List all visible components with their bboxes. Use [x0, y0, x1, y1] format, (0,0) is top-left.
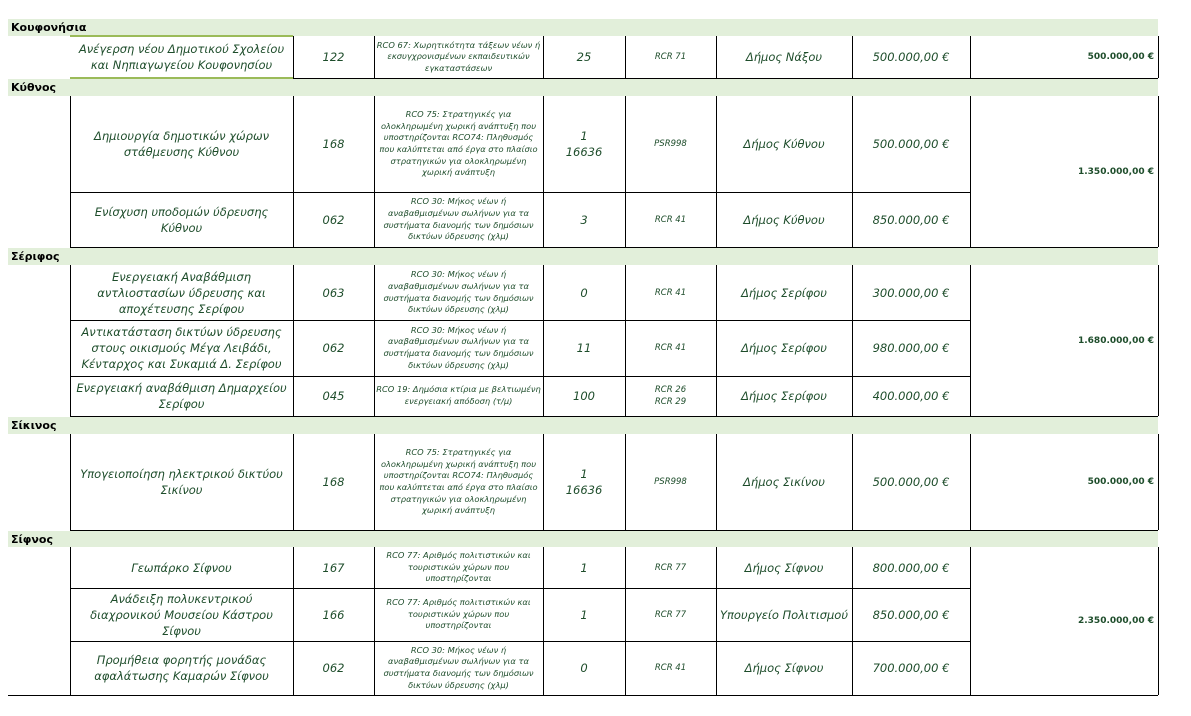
- intervention-code: 166: [322, 607, 345, 622]
- target-value: 11: [576, 341, 592, 355]
- target-value: 1 16636: [565, 467, 603, 497]
- column-divider: [1158, 96, 1159, 247]
- column-divider: [1158, 434, 1159, 530]
- row-divider: [70, 376, 970, 377]
- intervention-code: 062: [322, 661, 345, 675]
- column-divider: [625, 434, 626, 530]
- output-indicator: RCO 19: Δημόσια κτίρια με βελτιωμένη ενεργειακή απόδοση (τ/μ): [376, 384, 541, 406]
- column-divider: [852, 265, 853, 416]
- row-divider: [70, 320, 970, 321]
- column-divider: [374, 36, 375, 78]
- target-value: 0: [580, 661, 588, 675]
- column-divider: [374, 96, 375, 247]
- project-title: Αντικατάσταση δικτύων ύδρευσης στους οικισμούς Μέγα Λειβάδι, Κένταρχος και Συκαμιά Δ. Σερίφου: [81, 325, 282, 371]
- budget-amount: 500.000,00 €: [872, 137, 950, 151]
- project-title: Προμήθεια φορητής μονάδας αφαλάτωσης Καμαρών Σίφνου: [94, 653, 269, 683]
- island-header: Κουφονήσια: [8, 19, 1158, 36]
- project-title: Ενεργειακή Αναβάθμιση αντλιοστασίων ύδρευσης και αποχέτευσης Σερίφου: [97, 269, 266, 316]
- column-divider: [970, 265, 971, 416]
- result-indicator: RCR 41: [654, 343, 687, 353]
- island-header: Σίκινος: [8, 417, 1158, 434]
- row-divider: [70, 641, 970, 642]
- column-divider: [374, 265, 375, 416]
- column-divider: [970, 96, 971, 247]
- island-header: Κύθνος: [8, 79, 1158, 96]
- row-divider: [70, 588, 970, 589]
- result-indicator: RCR 41: [654, 663, 687, 673]
- beneficiary: Δήμος Κύθνου: [743, 212, 825, 227]
- beneficiary: Δήμος Σερίφου: [741, 285, 827, 300]
- result-indicator: RCR 41: [654, 214, 687, 225]
- column-divider: [70, 434, 71, 530]
- budget-amount: 300.000,00 €: [872, 285, 950, 300]
- column-divider: [1158, 547, 1159, 695]
- project-title: Δημιουργία δημοτικών χώρων στάθμευσης Κύθνου: [93, 129, 270, 159]
- column-divider: [852, 96, 853, 247]
- column-divider: [625, 265, 626, 416]
- intervention-code: 168: [322, 137, 345, 151]
- beneficiary: Δήμος Σερίφου: [741, 341, 827, 355]
- budget-amount: 850.000,00 €: [872, 212, 950, 227]
- column-divider: [1158, 265, 1159, 416]
- project-title: Ενίσχυση υποδομών ύδρευσης Κύθνου: [94, 204, 269, 235]
- output-indicator: RCO 75: Στρατηγικές για ολοκληρωμένη χωρική ανάπτυξη που υποστηρίζονται RCO74: Πληθυσμός που καλύπτεται από έργα στο πλαίσιο στρατηγικών για ολοκληρωμένη χωρική ανάπτυξη: [379, 109, 538, 178]
- column-divider: [293, 96, 294, 247]
- column-divider: [70, 96, 71, 247]
- column-divider: [543, 547, 544, 695]
- target-value: 25: [576, 50, 592, 64]
- output-indicator: RCO 30: Μήκος νέων ή αναβαθμισμένων σωλήνων για τα συστήματα διανομής των δημόσιων δικτύων ύδρευσης (χλμ): [383, 269, 534, 315]
- island-total: 500.000,00 €: [1087, 52, 1154, 62]
- output-indicator: RCO 75: Στρατηγικές για ολοκληρωμένη χωρική ανάπτυξη που υποστηρίζονται RCO74: Πληθυσμός που καλύπτεται από έργα στο πλαίσιο στρατηγικών για ολοκληρωμένη χωρική ανάπτυξη: [379, 447, 538, 516]
- beneficiary: Δήμος Σίφνου: [744, 661, 824, 675]
- output-indicator: RCO 77: Αριθμός πολιτιστικών και τουριστικών χώρων που υποστηρίζονται: [386, 597, 531, 631]
- column-divider: [293, 547, 294, 695]
- project-title: Ενεργειακή αναβάθμιση Δημαρχείου Σερίφου: [76, 381, 287, 411]
- project-title: Γεωπάρκο Σίφνου: [131, 560, 232, 575]
- target-value: 0: [580, 285, 588, 300]
- column-divider: [716, 434, 717, 530]
- column-divider: [293, 265, 294, 416]
- column-divider: [852, 36, 853, 78]
- column-divider: [625, 96, 626, 247]
- island-total: 1.680.000,00 €: [1077, 335, 1154, 346]
- target-value: 1: [580, 607, 588, 622]
- beneficiary: Δήμος Σερίφου: [741, 389, 827, 403]
- column-divider: [970, 547, 971, 695]
- column-divider: [970, 36, 971, 78]
- column-divider: [70, 265, 71, 416]
- intervention-code: 062: [322, 341, 345, 355]
- island-total: 1.350.000,00 €: [1077, 166, 1154, 177]
- island-total: 2.350.000,00 €: [1077, 616, 1154, 626]
- column-divider: [625, 547, 626, 695]
- target-value: 1 16636: [565, 129, 603, 159]
- beneficiary: Υπουργείο Πολιτισμού: [719, 607, 849, 622]
- target-value: 100: [573, 389, 595, 403]
- result-indicator: RCR 71: [654, 52, 687, 62]
- sheet-bottom-rule: [8, 695, 1158, 696]
- column-divider: [70, 547, 71, 695]
- output-indicator: RCO 30: Μήκος νέων ή αναβαθμισμένων σωλήνων για τα συστήματα διανομής των δημόσιων δικτύων ύδρευσης (χλμ): [383, 196, 534, 242]
- output-indicator: RCO 30: Μήκος νέων ή αναβαθμισμένων σωλήνων για τα συστήματα διανομής των δημόσιων δικτύων ύδρευσης (χλμ): [383, 324, 534, 370]
- beneficiary: Δήμος Σικίνου: [743, 475, 825, 489]
- column-divider: [543, 96, 544, 247]
- column-divider: [543, 434, 544, 530]
- budget-amount: 500.000,00 €: [872, 50, 950, 64]
- target-value: 1: [580, 560, 588, 575]
- beneficiary: Δήμος Νάξου: [745, 50, 823, 64]
- accent-overline: [70, 35, 293, 37]
- intervention-code: 062: [322, 212, 345, 227]
- island-header: Σίφνος: [8, 531, 1158, 547]
- column-divider: [716, 36, 717, 78]
- column-divider: [716, 96, 717, 247]
- column-divider: [625, 36, 626, 78]
- column-divider: [970, 434, 971, 530]
- result-indicator: RCR 77: [654, 562, 687, 573]
- island-total: 500.000,00 €: [1087, 477, 1154, 487]
- column-divider: [1158, 36, 1159, 78]
- intervention-code: 122: [322, 50, 345, 64]
- result-indicator: RCR 41: [654, 287, 687, 298]
- column-divider: [852, 434, 853, 530]
- output-indicator: RCO 77: Αριθμός πολιτιστικών και τουριστικών χώρων που υποστηρίζονται: [386, 550, 531, 584]
- output-indicator: RCO 67: Χωρητικότητα τάξεων νέων ή εκσυγχρονισμένων εκπαιδευτικών εγκαταστάσεων: [376, 39, 541, 73]
- project-title: Υπογειοποίηση ηλεκτρικού δικτύου Σικίνου: [80, 467, 283, 497]
- result-indicator: PSR998: [654, 477, 687, 487]
- intervention-code: 063: [322, 285, 345, 300]
- target-value: 3: [580, 212, 588, 227]
- column-divider: [374, 547, 375, 695]
- budget-amount: 400.000,00 €: [872, 389, 950, 403]
- project-title: Ανάδειξη πολυκεντρικού διαχρονικού Μουσείου Κάστρου Σίφνου: [90, 591, 273, 638]
- budget-amount: 980.000,00 €: [872, 341, 950, 355]
- budget-amount: 500.000,00 €: [872, 475, 950, 489]
- island-header: Σέριφος: [8, 248, 1158, 265]
- row-divider: [70, 192, 970, 193]
- budget-amount: 800.000,00 €: [872, 560, 950, 575]
- intervention-code: 168: [322, 475, 345, 489]
- column-divider: [716, 547, 717, 695]
- column-divider: [293, 434, 294, 530]
- column-divider: [852, 547, 853, 695]
- column-divider: [716, 265, 717, 416]
- result-indicator: RCR 77: [654, 609, 687, 620]
- budget-amount: 850.000,00 €: [872, 607, 950, 622]
- beneficiary: Δήμος Σίφνου: [744, 560, 824, 575]
- budget-amount: 700.000,00 €: [872, 661, 950, 675]
- intervention-code: 045: [322, 389, 345, 403]
- column-divider: [543, 36, 544, 78]
- column-divider: [293, 36, 294, 78]
- result-indicator: RCR 26 RCR 29: [654, 385, 687, 407]
- column-divider: [374, 434, 375, 530]
- intervention-code: 167: [322, 560, 345, 575]
- project-title: Ανέγερση νέου Δημοτικού Σχολείου και Νηπιαγωγείου Κουφονησίου: [78, 42, 285, 72]
- output-indicator: RCO 30: Μήκος νέων ή αναβαθμισμένων σωλήνων για τα συστήματα διανομής των δημόσιων δικτύων ύδρευσης (χλμ): [383, 644, 534, 690]
- column-divider: [543, 265, 544, 416]
- beneficiary: Δήμος Κύθνου: [743, 137, 825, 151]
- result-indicator: PSR998: [654, 139, 687, 149]
